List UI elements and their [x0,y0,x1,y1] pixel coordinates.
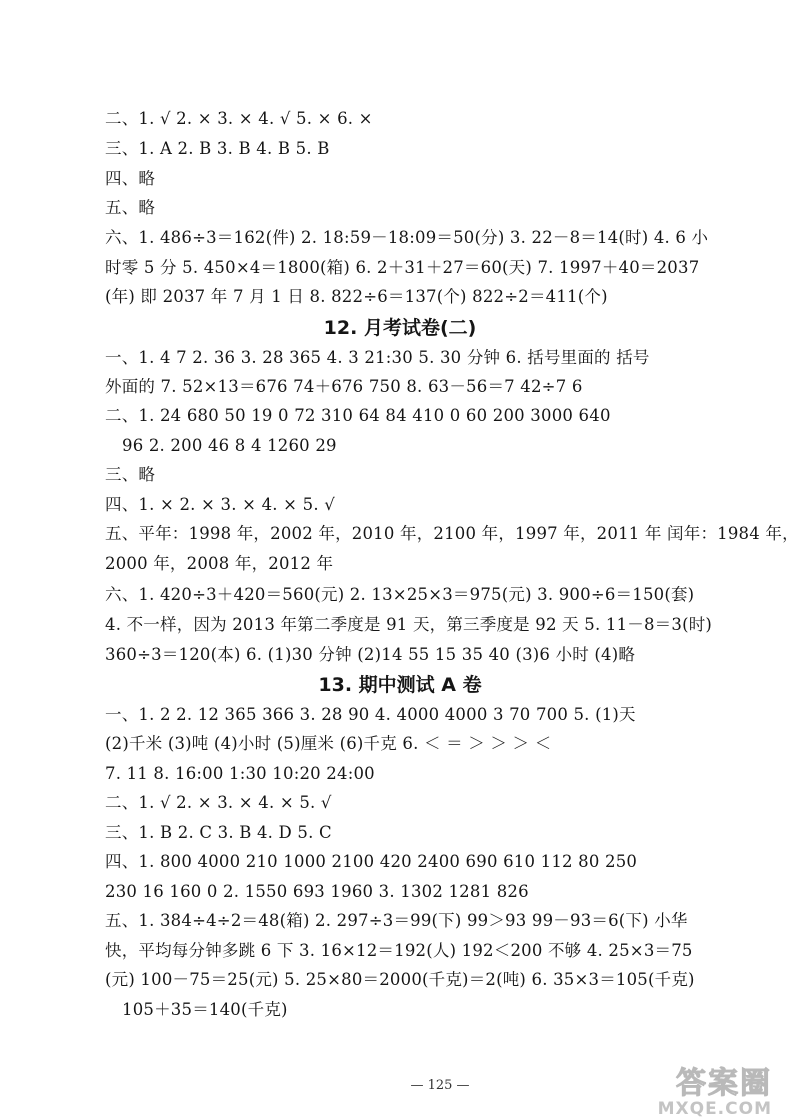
answer-line: 二、1. √ 2. × 3. × 4. √ 5. × 6. × [105,109,373,128]
section-heading: 12. 月考试卷(二) [323,317,477,339]
answer-line: 360÷3＝120(本) 6. (1)30 分钟 (2)14 55 15 35 40 (3)6 小时 (4)略 [105,645,636,664]
answer-line: 五、平年：1998 年，2002 年，2010 年，2100 年，1997 年，2011 年 闰年：1984 年， [105,524,799,543]
answer-line: 时零 5 分 5. 450×4＝1800(箱) 6. 2＋31＋27＝60(天) 7. 1997＋40＝2037 [105,258,700,277]
answer-line: 三、略 [105,465,156,484]
watermark-sub: MXQE.COM [657,1099,772,1119]
answer-line: 一、1. 4 7 2. 36 3. 28 365 4. 3 21:30 5. 30 分钟 6. 括号里面的 括号 [105,348,650,367]
answer-line: 快，平均每分钟多跳 6 下 3. 16×12＝192(人) 192＜200 不够 4. 25×3＝75 [105,941,693,960]
answer-line: 二、1. √ 2. × 3. × 4. × 5. √ [105,793,332,812]
answer-line: 六、1. 486÷3＝162(件) 2. 18:59－18:09＝50(分) 3. 22－8＝14(时) 4. 6 小 [105,228,709,247]
answer-line: 230 16 160 0 2. 1550 693 1960 3. 1302 1281 826 [105,882,529,901]
answer-line: 二、1. 24 680 50 19 0 72 310 64 84 410 0 60 200 3000 640 [105,406,611,425]
section-heading: 13. 期中测试 A 卷 [318,674,482,696]
answer-line: (2)千米 (3)吨 (4)小时 (5)厘米 (6)千克 6. ＜ ＝ ＞ ＞ ＞ ＜ [105,734,552,753]
answer-line: 4. 不一样，因为 2013 年第二季度是 91 天，第三季度是 92 天 5. 11－8＝3(时) [105,615,713,634]
answer-line: 2000 年，2008 年，2012 年 [105,554,334,573]
answer-line: (元) 100－75＝25(元) 5. 25×80＝2000(千克)＝2(吨) 6. 35×3＝105(千克) [105,970,695,989]
answer-line: 四、1. 800 4000 210 1000 2100 420 2400 690 610 112 80 250 [105,852,638,871]
answer-line: 7. 11 8. 16:00 1:30 10:20 24:00 [105,764,375,783]
answer-line: 六、1. 420÷3＋420＝560(元) 2. 13×25×3＝975(元) 3. 900÷6＝150(套) [105,585,695,604]
answer-line: 三、1. B 2. C 3. B 4. D 5. C [105,823,332,842]
answer-line: 三、1. A 2. B 3. B 4. B 5. B [105,139,330,158]
answer-line: 五、1. 384÷4÷2＝48(箱) 2. 297÷3＝99(下) 99＞93 99－93＝6(下) 小华 [105,911,688,930]
answer-line: 五、略 [105,198,156,217]
answer-line: (年) 即 2037 年 7 月 1 日 8. 822÷6＝137(个) 822÷2＝411(个) [105,287,608,306]
answer-line: 一、1. 2 2. 12 365 366 3. 28 90 4. 4000 4000 3 70 700 5. (1)天 [105,705,636,724]
page-number: — 125 — [410,1078,470,1093]
answer-line: 四、1. × 2. × 3. × 4. × 5. √ [105,495,335,514]
answer-line: 四、略 [105,169,156,188]
answer-line: 外面的 7. 52×13＝676 74＋676 750 8. 63－56＝7 42÷7 6 [105,377,583,396]
watermark-logo [658,1068,772,1118]
watermark-main: 答案圈 [676,1066,772,1101]
answer-line: 96 2. 200 46 8 4 1260 29 [122,436,337,455]
answer-line: 105＋35＝140(千克) [122,1000,288,1019]
